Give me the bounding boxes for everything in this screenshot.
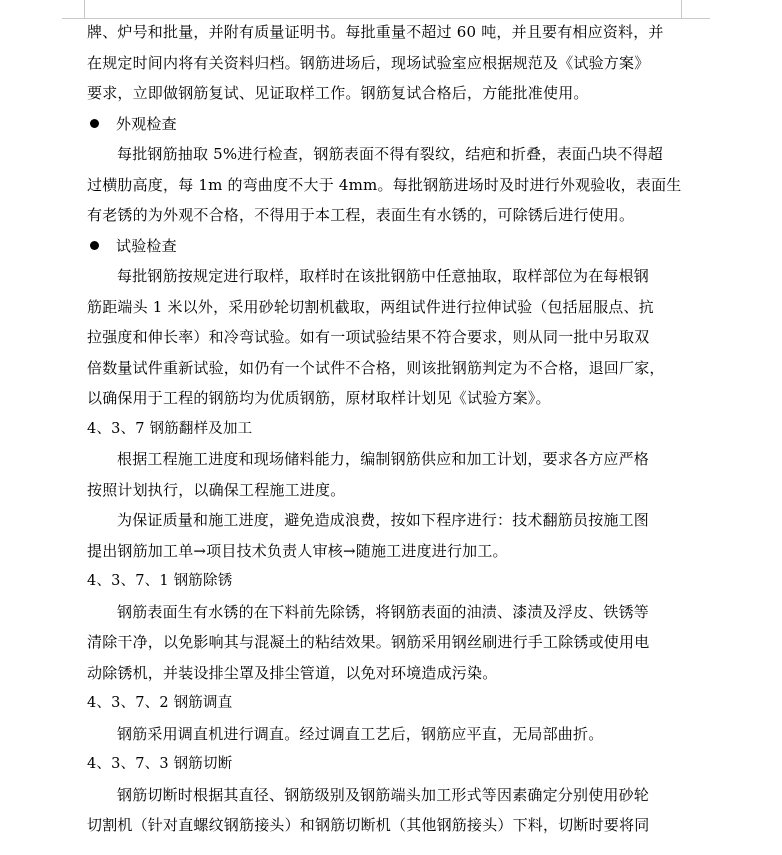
paragraph-line: 筋距端头 1 米以外，采用砂轮切割机截取，两组试件进行拉伸试验（包括屈服点、抗 — [87, 297, 654, 316]
paragraph-line: 根据工程施工进度和现场储料能力，编制钢筋供应和加工计划，要求各方应严格 — [117, 450, 650, 468]
page-header-box — [84, 0, 682, 18]
bullet-item — [87, 231, 687, 262]
paragraph-line: 过横肋高度，每 1m 的弯曲度不大于 4mm。每批钢筋进场时及时进行外观验收，表面生 — [87, 175, 682, 194]
paragraph-line: 钢筋切断时根据其直径、钢筋级别及钢筋端头加工形式等因素确定分别使用砂轮 — [117, 785, 650, 804]
paragraph-line: 动除锈机，并装设排尘罩及排尘管道，以免对环境造成污染。 — [87, 663, 498, 682]
paragraph-line: 每批钢筋抽取 5%进行检查，钢筋表面不得有裂纹，结疤和折叠，表面凸块不得超 — [117, 145, 663, 163]
paragraph-line: 在规定时间内将有关资料归档。钢筋进场后，现场试验室应根据规范及《试验方案》 — [87, 53, 650, 72]
paragraph-line: 以确保用于工程的钢筋均为优质钢筋，原材取样计划见《试验方案》。 — [87, 389, 551, 407]
section-heading: 4、3、7 钢筋翻样及加工 — [87, 420, 253, 437]
document-body — [87, 17, 687, 841]
section-heading: 4、3、7、3 钢筋切断 — [87, 756, 233, 772]
bullet-item — [87, 109, 687, 140]
paragraph-line: 钢筋采用调直机进行调直。经过调直工艺后，钢筋应平直，无局部曲折。 — [117, 724, 604, 743]
paragraph-line: 切割机（针对直螺纹钢筋接头）和钢筋切断机（其他钢筋接头）下料，切断时要将同 — [87, 816, 650, 834]
paragraph-line: 提出钢筋加工单→项目技术负责人审核→随施工进度进行加工。 — [87, 541, 508, 560]
bullet-icon — [90, 241, 99, 250]
paragraph-line: 倍数量试件重新试验，如仍有一个试件不合格，则该批钢筋判定为不合格，退回厂家， — [87, 358, 665, 377]
paragraph-line: 清除干净，以免影响其与混凝土的粘结效果。钢筋采用钢丝刷进行手工除锈或使用电 — [87, 633, 650, 651]
section-heading: 4、3、7、1 钢筋除锈 — [87, 573, 233, 589]
bullet-text: 试验检查 — [116, 236, 177, 255]
paragraph-line: 按照计划执行，以确保工程施工进度。 — [87, 480, 346, 499]
paragraph-line: 有老锈的为外观不合格，不得用于本工程，表面生有水锈的，可除锈后进行使用。 — [87, 206, 635, 224]
paragraph-line: 为保证质量和施工进度，避免造成浪费，按如下程序进行：技术翻筋员按施工图 — [117, 511, 650, 529]
section-heading: 4、3、7、2 钢筋调直 — [87, 695, 233, 711]
paragraph-line: 钢筋表面生有水锈的在下料前先除锈，将钢筋表面的油渍、漆渍及浮皮、铁锈等 — [117, 602, 650, 621]
paragraph-line: 每批钢筋按规定进行取样，取样时在该批钢筋中任意抽取，取样部位为在每根钢 — [117, 267, 650, 285]
paragraph-line: 牌、炉号和批量，并附有质量证明书。每批重量不超过 60 吨，并且要有相应资料，并 — [87, 23, 664, 41]
paragraph-line: 要求，立即做钢筋复试、见证取样工作。钢筋复试合格后，方能批准使用。 — [87, 84, 589, 102]
paragraph-line: 拉强度和伸长率）和冷弯试验。如有一项试验结果不符合要求，则从同一批中另取双 — [87, 328, 650, 346]
bullet-text: 外观检查 — [116, 114, 177, 133]
bullet-icon — [90, 119, 99, 128]
